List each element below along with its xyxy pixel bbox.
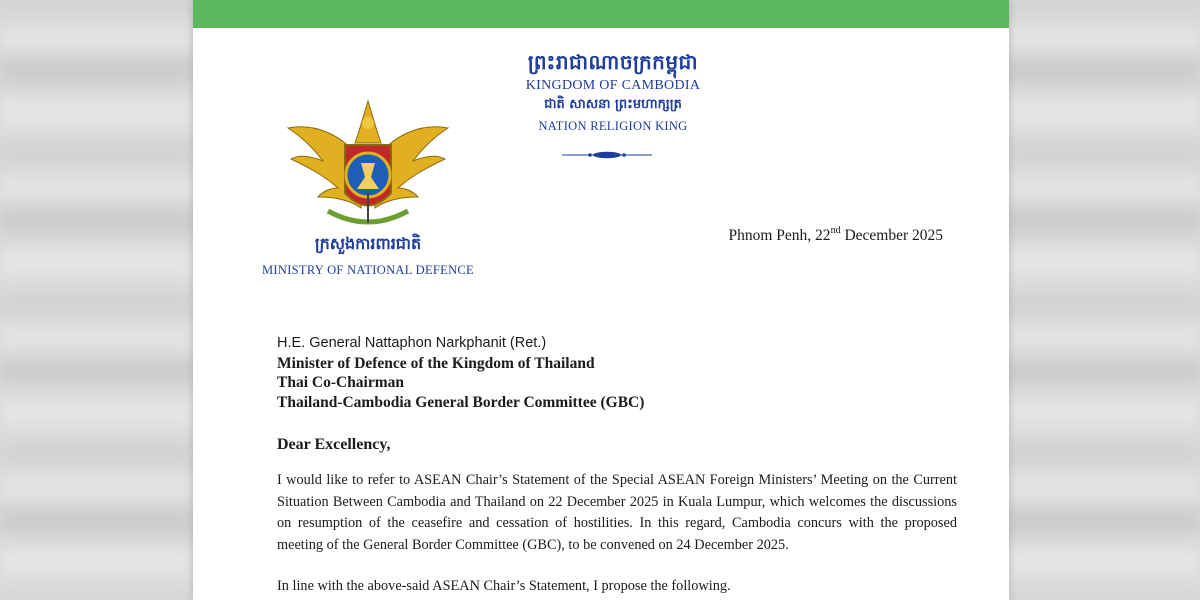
addressee-line: H.E. General Nattaphon Narkphanit (Ret.) (277, 335, 547, 351)
khmer-kingdom-title: ព្រះរាជាណាចក្រកម្ពុជា (527, 50, 699, 74)
dateline-ordinal: nd (830, 225, 841, 236)
ministry-title-en: MINISTRY OF NATIONAL DEFENCE (262, 263, 474, 277)
letter-page (193, 0, 1009, 600)
addressee-line: Thailand-Cambodia General Border Committee (GBC) (277, 393, 645, 411)
ornament-divider-icon (562, 150, 652, 160)
ministry-emblem-icon (283, 93, 453, 233)
dateline (729, 226, 944, 245)
dateline-date: December 2025 (840, 227, 943, 245)
khmer-ministry-title: ក្រសួងការពារជាតិ (314, 234, 422, 253)
kingdom-title-en: KINGDOM OF CAMBODIA (525, 78, 701, 93)
addressee-block (277, 334, 644, 412)
salutation: Dear Excellency, (277, 436, 391, 453)
khmer-motto: ជាតិ សាសនា ព្រះមហាក្សត្រ (544, 97, 682, 112)
body-paragraph: In line with the above-said ASEAN Chair’s Statement, I propose the following. (277, 578, 731, 594)
addressee-line: Thai Co-Chairman (277, 374, 405, 391)
ministry-heading (248, 233, 488, 278)
addressee-line: Minister of Defence of the Kingdom of Thailand (277, 354, 595, 372)
body-paragraph: I would like to refer to ASEAN Chair’s Statement of the Special ASEAN Foreign Ministers’ Meeting on the Current Situation Between Cambodia and Thailand on 22 December 2025 in Kuala Lumpur, which welcomes the discussions on resumption of the ceasefire and cessation of hostilities. In this regard, Cambodia concurs with the proposed meeting of the General Border Committee (GBC), to be convened on 24 December 2025. (277, 472, 957, 553)
kingdom-heading (493, 50, 733, 134)
background-right (1005, 0, 1200, 600)
background-left (0, 0, 195, 600)
dateline-place: Phnom Penh, 22 (728, 227, 831, 245)
green-header-bar (193, 0, 1009, 28)
motto-en: NATION RELIGION KING (538, 119, 688, 133)
